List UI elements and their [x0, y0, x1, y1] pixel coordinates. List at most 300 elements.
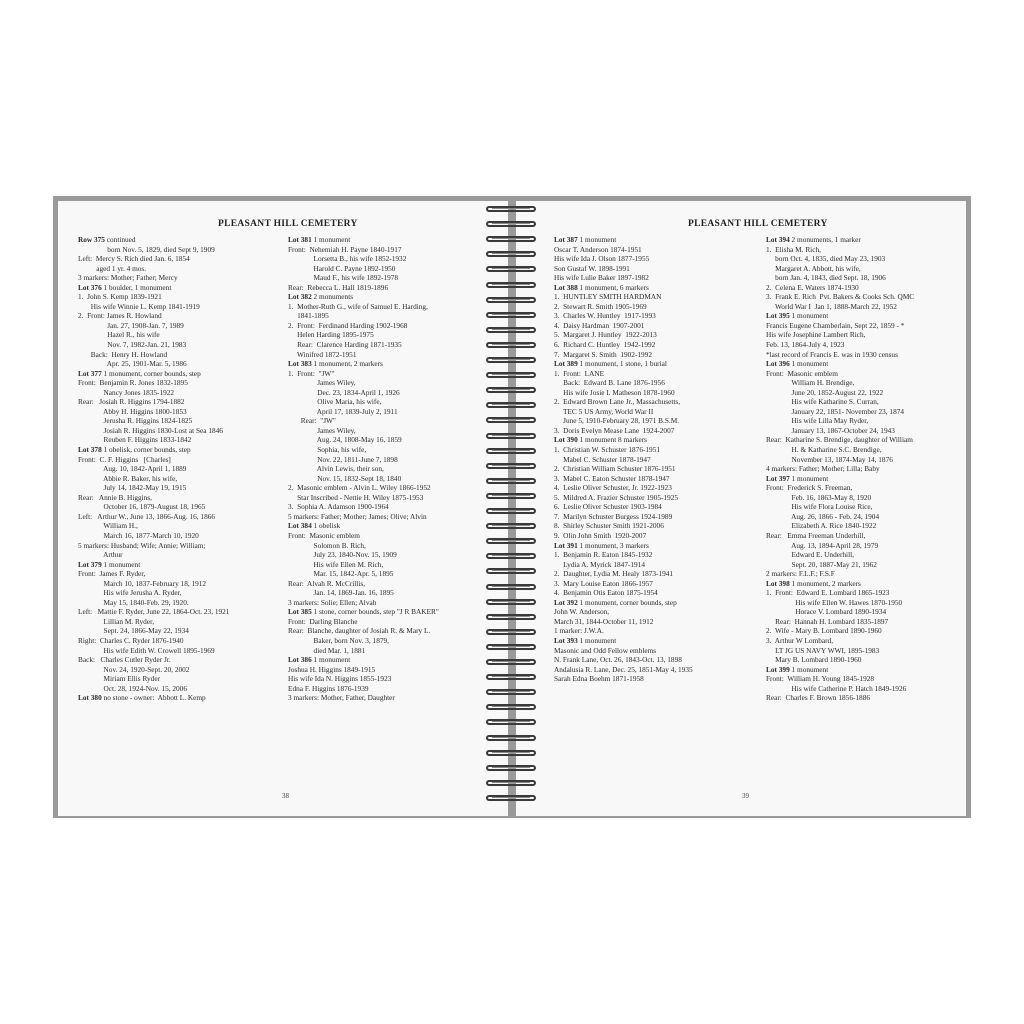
- entry-text: died Mar. 1, 1881: [288, 645, 366, 655]
- entry-text: 4. Benjamin Otis Eaton 1875-1954: [554, 588, 658, 598]
- spiral-coil: [482, 432, 540, 442]
- entry-text: 3. Sophia A. Adamson 1900-1964: [288, 502, 389, 512]
- entry-text: Nancy Jones 1835-1922: [78, 387, 175, 397]
- entry-line: [78, 245, 229, 255]
- spiral-coil: [482, 205, 540, 215]
- entry-text: Star Inscribed - Nettie H. Wiley 1875-1953: [288, 492, 424, 502]
- entry-line: [766, 245, 914, 255]
- page-title-left: PLEASANT HILL CEMETERY: [218, 219, 358, 229]
- lot-heading: [78, 445, 229, 455]
- spiral-coil: [482, 281, 540, 291]
- lot-heading: [766, 235, 914, 245]
- lot-number: Lot 388: [554, 282, 578, 292]
- entry-line: [766, 541, 914, 551]
- entry-line: [78, 435, 229, 445]
- entry-text: Back: Henry H. Howland: [78, 349, 168, 359]
- entry-line: [766, 636, 914, 646]
- lot-heading: [766, 311, 914, 321]
- lot-number: Lot 396: [766, 359, 790, 369]
- entry-text: His wife Katharine S. Curran,: [766, 397, 879, 407]
- entry-text: 1 monument 8 markers: [577, 435, 648, 445]
- entry-line: [78, 626, 229, 636]
- entry-text: 3. Mabel C. Eaton Schuster 1878-1947: [554, 473, 670, 483]
- spiral-coil: [482, 598, 540, 608]
- entry-text: March 10, 1837-February 18, 1912: [78, 578, 207, 588]
- spiral-coil: [482, 567, 540, 577]
- lot-heading: [288, 655, 439, 665]
- entry-text: Lorsetta B., his wife 1852-1932: [288, 254, 407, 264]
- entry-line: [554, 388, 693, 398]
- entry-text: Rear: Blanche, daughter of Josiah R. & Mary L.: [288, 626, 431, 636]
- entry-text: 6. Leslie Oliver Schuster 1903-1984: [554, 502, 662, 512]
- entry-line: [766, 655, 914, 665]
- entry-text: His wife Ellen W. Hawes 1870-1950: [766, 597, 903, 607]
- entry-text: 3. Arthur W Lombard,: [766, 635, 834, 645]
- entry-text: Masonic and Odd Fellow emblems: [554, 645, 657, 655]
- entry-line: [766, 254, 914, 264]
- spiral-binding: [482, 205, 540, 810]
- entry-line: [78, 455, 229, 465]
- entry-line: [78, 512, 229, 522]
- entry-text: 1 monument: [311, 235, 351, 244]
- entry-line: [78, 359, 229, 369]
- entry-text: 2. Front: James R. Howland: [78, 311, 162, 321]
- entry-text: Back: Charles Cutler Ryder Jr.: [78, 655, 171, 665]
- entry-text: His wife Josie I. Matheson 1878-1960: [554, 387, 675, 397]
- entry-text: Aug. 10, 1842-April 1, 1889: [78, 464, 187, 474]
- lot-number: Lot 392: [554, 597, 578, 607]
- entry-text: His wife Ellen M. Rich,: [288, 559, 384, 569]
- entry-text: 2. Wife - Mary B. Lombard 1890-1960: [766, 626, 882, 636]
- entry-line: [78, 579, 229, 589]
- lot-heading: [288, 235, 439, 245]
- entry-text: 7. Margaret S. Smith 1902-1992: [554, 349, 652, 359]
- entry-line: [288, 560, 439, 570]
- entry-line: [78, 292, 229, 302]
- entry-text: Joshua H. Higgins 1849-1915: [288, 664, 376, 674]
- entry-line: [766, 598, 914, 608]
- entry-text: H. & Katharine S.C. Brendige,: [766, 445, 882, 455]
- lot-number: Lot 381: [288, 235, 312, 244]
- entry-text: 2 monuments: [311, 292, 354, 302]
- entry-line: [288, 350, 439, 360]
- entry-text: July 23, 1840-Nov. 15, 1909: [288, 550, 397, 560]
- entry-text: LT JG US NAVY WWI, 1895-1983: [766, 645, 880, 655]
- lot-number: Lot 382: [288, 292, 312, 302]
- entry-text: 7. Marilyn Schuster Burgess 1924-1989: [554, 511, 673, 521]
- lot-number: Lot 387: [554, 235, 578, 244]
- entry-text: 1 monument: [789, 664, 829, 674]
- spiral-coil: [482, 749, 540, 759]
- spiral-coil: [482, 552, 540, 562]
- entry-text: June 20, 1852-August 22, 1922: [766, 387, 884, 397]
- entry-text: 2. Celena E. Waters 1874-1930: [766, 282, 859, 292]
- right-column-2: [766, 235, 914, 703]
- entry-line: [554, 330, 693, 340]
- entry-text: His wife Catherine P. Hatch 1849-1926: [766, 683, 907, 693]
- lot-heading: [288, 292, 439, 302]
- entry-line: [554, 378, 693, 388]
- entry-text: Edward E. Underhill,: [766, 550, 854, 560]
- entry-line: [78, 493, 229, 503]
- entry-text: 1 monument, corner bounds, step: [577, 597, 677, 607]
- entry-text: Jan. 14, 1869-Jan. 16, 1895: [288, 588, 394, 598]
- entry-line: [78, 636, 229, 646]
- entry-line: [78, 321, 229, 331]
- entry-line: [766, 502, 914, 512]
- entry-line: [288, 388, 439, 398]
- entry-text: Olive Maria, his wife,: [288, 397, 382, 407]
- entry-text: 1 obelisk: [311, 521, 341, 531]
- entry-line: [288, 455, 439, 465]
- entry-text: World War I Jan 1, 1888-March 22, 1952: [766, 301, 897, 311]
- entry-text: 2. Edward Brown Lane Jr., Massachusetts,: [554, 397, 681, 407]
- entry-line: [288, 617, 439, 627]
- entry-line: [766, 674, 914, 684]
- entry-line: [554, 426, 693, 436]
- entry-text: 3 markers: Mother, Father, Daughter: [288, 693, 395, 703]
- entry-line: [766, 455, 914, 465]
- entry-text: November 13, 1874-May 14, 1876: [766, 454, 893, 464]
- entry-text: Sept. 20, 1887-May 21, 1962: [766, 559, 877, 569]
- entry-line: [554, 646, 693, 656]
- entry-text: 1 monument: [789, 359, 829, 369]
- entry-text: 3. Frank E. Rich Pvt. Bakers & Cooks Sch. QMC: [766, 292, 915, 302]
- entry-text: 2 markers: F.L.F.; F.S.F: [766, 569, 835, 579]
- lot-number: Lot 397: [766, 473, 790, 483]
- entry-text: Nov. 24, 1920-Sept. 20, 2002: [78, 664, 190, 674]
- entry-line: [554, 655, 693, 665]
- entry-line: [766, 493, 914, 503]
- entry-text: 2. Masonic emblem - Alvin L. Wiley 1866-1952: [288, 483, 431, 493]
- entry-line: [78, 569, 229, 579]
- entry-text: Oct. 28, 1924-Nov. 15, 2006: [78, 683, 187, 693]
- entry-text: Rear: Rebecca L. Hall 1819-1896: [288, 282, 389, 292]
- right-page: [516, 201, 966, 816]
- entry-line: [288, 464, 439, 474]
- spiral-coil: [482, 507, 540, 517]
- entry-text: Front: Frederick S. Freeman,: [766, 483, 853, 493]
- entry-text: Front: James F. Ryder,: [78, 569, 146, 579]
- entry-line: [78, 330, 229, 340]
- spiral-coil: [482, 447, 540, 457]
- entry-text: Aug. 24, 1808-May 16, 1859: [288, 435, 402, 445]
- entry-text: Aug. 26, 1866 - Feb. 24, 1904: [766, 511, 880, 521]
- entry-line: [78, 617, 229, 627]
- spiral-coil: [482, 794, 540, 804]
- entry-text: *last record of Francis E. was in 1930 census: [766, 349, 898, 359]
- lot-heading: [288, 521, 439, 531]
- entry-line: [288, 445, 439, 455]
- entry-line: [554, 560, 693, 570]
- entry-text: His wife Ida N. Higgins 1855-1923: [288, 674, 392, 684]
- entry-line: [78, 521, 229, 531]
- entry-text: Right: Charles C. Ryder 1876-1940: [78, 635, 184, 645]
- lot-heading: [766, 359, 914, 369]
- entry-line: [78, 378, 229, 388]
- entry-line: [554, 350, 693, 360]
- lot-heading: [554, 283, 693, 293]
- entry-text: Dec. 23, 1834-April 1, 1926: [288, 387, 400, 397]
- entry-text: 1. HUNTLEY SMITH HARDMAN: [554, 292, 662, 302]
- entry-line: [78, 264, 229, 274]
- entry-line: [288, 579, 439, 589]
- entry-text: Rear: Clarence Harding 1871-1935: [288, 340, 402, 350]
- entry-text: Mar. 15, 1842-Apr. 5, 1895: [288, 569, 394, 579]
- entry-text: Josiah R. Higgins 1830-Lost at Sea 1846: [78, 425, 223, 435]
- spiral-coil: [482, 688, 540, 698]
- entry-text: 2. Daughter, Lydia M. Healy 1873-1941: [554, 569, 674, 579]
- entry-text: Winifred 1872-1951: [288, 349, 357, 359]
- entry-line: [766, 521, 914, 531]
- entry-text: 5 markers: Father; Mother; James; Olive; Alvin: [288, 511, 427, 521]
- entry-line: [554, 569, 693, 579]
- entry-line: [288, 254, 439, 264]
- entry-line: [78, 483, 229, 493]
- entry-line: [288, 502, 439, 512]
- entry-text: 1 monument, 3 markers: [577, 540, 649, 550]
- entry-line: [766, 626, 914, 636]
- entry-line: [554, 579, 693, 589]
- entry-text: 1 boulder, 1 monument: [101, 282, 172, 292]
- spiral-coil: [482, 537, 540, 547]
- entry-line: [554, 588, 693, 598]
- left-column-1: [78, 235, 229, 703]
- entry-text: Margaret A. Abbott, his wife,: [766, 263, 861, 273]
- entry-text: Hazel R., his wife: [78, 330, 160, 340]
- entry-text: 1 monument, 2 markers: [789, 578, 861, 588]
- entry-line: [288, 302, 439, 312]
- spiral-coil: [482, 296, 540, 306]
- entry-text: born Jan. 4, 1843, died Sept. 18, 1906: [766, 273, 886, 283]
- entry-text: 3 markers: Solie; Ellen; Alvah: [288, 597, 377, 607]
- entry-line: [554, 474, 693, 484]
- entry-line: [766, 273, 914, 283]
- entry-line: [78, 684, 229, 694]
- entry-line: [766, 693, 914, 703]
- entry-line: [288, 626, 439, 636]
- entry-line: [554, 321, 693, 331]
- entry-text: January 13, 1867-October 24, 1943: [766, 425, 895, 435]
- entry-text: Sophia, his wife,: [288, 445, 367, 455]
- entry-text: William H. Brendige,: [766, 378, 855, 388]
- entry-line: [766, 426, 914, 436]
- entry-line: [554, 302, 693, 312]
- entry-line: [554, 273, 693, 283]
- entry-text: 6. Richard C. Huntley 1942-1992: [554, 340, 656, 350]
- lot-number: Lot 389: [554, 359, 578, 369]
- entry-text: January 22, 1851- November 23, 1874: [766, 406, 905, 416]
- entry-line: [78, 388, 229, 398]
- entry-line: [78, 665, 229, 675]
- entry-line: [288, 693, 439, 703]
- left-page: [58, 201, 508, 816]
- entry-line: [766, 684, 914, 694]
- entry-line: [288, 321, 439, 331]
- entry-line: [288, 588, 439, 598]
- lot-heading: [288, 359, 439, 369]
- entry-text: Mary B. Lombard 1890-1960: [766, 655, 862, 665]
- entry-text: Apr. 25, 1901-Mar. 5, 1986: [78, 359, 187, 369]
- spiral-coil: [482, 779, 540, 789]
- entry-text: Front: Masonic emblem: [766, 368, 838, 378]
- entry-text: 1 stone, corner bounds, step "J R BAKER": [311, 607, 439, 617]
- entry-text: 5. Margaret J. Huntley 1922-2013: [554, 330, 657, 340]
- entry-text: Horace V. Lombard 1890-1934: [766, 607, 887, 617]
- entry-text: His wife Edith W. Crowell 1895-1969: [78, 645, 215, 655]
- entry-line: [78, 273, 229, 283]
- entry-line: [766, 397, 914, 407]
- entry-text: July 14, 1842-May 19, 1915: [78, 483, 187, 493]
- lot-heading: [554, 435, 693, 445]
- entry-line: [554, 264, 693, 274]
- entry-text: 1 monument, 2 markers: [311, 359, 383, 369]
- entry-text: Sept. 24, 1866-May 22, 1934: [78, 626, 189, 636]
- entry-text: March 31, 1844-October 11, 1912: [554, 616, 654, 626]
- entry-text: Baker, born Nov. 3, 1879,: [288, 635, 389, 645]
- entry-line: [554, 483, 693, 493]
- entry-line: [554, 254, 693, 264]
- lot-number: Lot 384: [288, 521, 312, 531]
- entry-text: Front: Nehemiah H. Payne 1840-1917: [288, 244, 402, 254]
- entry-line: [766, 531, 914, 541]
- entry-line: [78, 407, 229, 417]
- spiral-coil: [482, 718, 540, 728]
- entry-line: [766, 283, 914, 293]
- entry-line: [288, 426, 439, 436]
- lot-number: Row 375: [78, 235, 105, 244]
- entry-text: 1 monument, 6 markers: [577, 282, 649, 292]
- entry-text: Mabel C. Schuster 1878-1947: [554, 454, 651, 464]
- entry-line: [766, 512, 914, 522]
- entry-line: [766, 646, 914, 656]
- entry-text: 1 monument: [789, 473, 829, 483]
- lot-number: Lot 394: [766, 235, 790, 244]
- entry-text: William H.,: [78, 521, 138, 531]
- entry-text: Elizabeth A. Rice 1840-1922: [766, 521, 877, 531]
- entry-text: 2. Stewart R. Smith 1905-1969: [554, 301, 647, 311]
- entry-text: 1 monument, corner bounds, step: [101, 368, 201, 378]
- entry-line: [78, 674, 229, 684]
- entry-text: Arthur: [78, 550, 123, 560]
- entry-text: 3 markers: Mother; Father; Mercy: [78, 273, 178, 283]
- entry-line: [288, 378, 439, 388]
- entry-text: 1. Benjamin R. Eaton 1845-1932: [554, 550, 653, 560]
- entry-line: [554, 493, 693, 503]
- entry-line: [78, 541, 229, 551]
- entry-text: October 16, 1879-August 18, 1965: [78, 502, 206, 512]
- entry-text: Rear: Charles F. Brown 1856-1886: [766, 693, 870, 703]
- spiral-coil: [482, 492, 540, 502]
- spiral-coil: [482, 235, 540, 245]
- entry-text: 1 monument: [311, 655, 351, 665]
- entry-text: June 5, 1910-February 28, 1971 B.S.M.: [554, 416, 680, 426]
- spiral-coil: [482, 371, 540, 381]
- entry-line: [78, 464, 229, 474]
- spiral-coil: [482, 265, 540, 275]
- entry-text: 1. Christian W. Schuster 1876-1951: [554, 445, 661, 455]
- entry-text: Solomon B. Rich,: [288, 540, 366, 550]
- spiral-coil: [482, 764, 540, 774]
- lot-number: Lot 385: [288, 607, 312, 617]
- page-number-left: 38: [282, 792, 289, 800]
- entry-text: 4 markers: Father; Mother; Lilla; Baby: [766, 464, 880, 474]
- lot-number: Lot 390: [554, 435, 578, 445]
- entry-line: [78, 474, 229, 484]
- entry-text: 1841-1895: [288, 311, 329, 321]
- entry-line: [288, 264, 439, 274]
- lot-heading: [766, 474, 914, 484]
- entry-line: [288, 283, 439, 293]
- entry-line: [554, 626, 693, 636]
- entry-text: 1. Front: LANE: [554, 368, 605, 378]
- entry-line: [78, 598, 229, 608]
- spiral-coil: [482, 703, 540, 713]
- entry-line: [288, 665, 439, 675]
- entry-line: [766, 340, 914, 350]
- entry-line: [288, 397, 439, 407]
- lot-heading: [554, 359, 693, 369]
- entry-text: Andalusia R. Lane, Dec. 25, 1851-May 4, 1935: [554, 664, 693, 674]
- entry-text: Jan. 27, 1908-Jan. 7, 1989: [78, 320, 184, 330]
- entry-line: [554, 292, 693, 302]
- entry-line: [78, 311, 229, 321]
- entry-text: 3. Doris Evelyn Mease Lane 1924-2007: [554, 425, 675, 435]
- entry-line: [288, 674, 439, 684]
- entry-text: Lydia A. Myrick 1847-1914: [554, 559, 646, 569]
- entry-line: [78, 502, 229, 512]
- entry-text: Feb. 13, 1864-July 4, 1923: [766, 340, 845, 350]
- right-column-1: [554, 235, 693, 684]
- entry-text: James Wiley,: [288, 378, 356, 388]
- spiral-coil: [482, 522, 540, 532]
- entry-line: [766, 407, 914, 417]
- entry-text: Francis Eugene Chamberlain, Sept 22, 1859 - *: [766, 320, 905, 330]
- entry-line: [554, 674, 693, 684]
- spiral-coil: [482, 628, 540, 638]
- entry-line: [78, 254, 229, 264]
- entry-line: [554, 311, 693, 321]
- entry-text: Abby H. Higgins 1800-1853: [78, 406, 187, 416]
- lot-number: Lot 398: [766, 578, 790, 588]
- entry-text: Alvin Lewis, their son,: [288, 464, 384, 474]
- entry-text: Abbie R. Baker, his wife,: [78, 473, 178, 483]
- entry-text: Rear: Emma Freeman Underhill,: [766, 530, 866, 540]
- spiral-coil: [482, 658, 540, 668]
- entry-text: Front: William H. Young 1845-1928: [766, 674, 875, 684]
- entry-line: [288, 311, 439, 321]
- spiral-coil: [482, 401, 540, 411]
- entry-text: Harold C. Payne 1892-1950: [288, 263, 396, 273]
- entry-line: [288, 512, 439, 522]
- lot-heading: [554, 235, 693, 245]
- spiral-coil: [482, 673, 540, 683]
- entry-line: [288, 416, 439, 426]
- entry-text: Front: Masonic emblem: [288, 530, 360, 540]
- entry-text: 4. Daisy Hardman 1907-2001: [554, 320, 645, 330]
- entry-text: aged 1 yr. 4 mos.: [78, 263, 147, 273]
- entry-text: His wife Jerusha A. Ryder,: [78, 588, 182, 598]
- entry-text: Nov. 15, 1832-Sept 18, 1840: [288, 473, 402, 483]
- entry-line: [766, 264, 914, 274]
- entry-line: [766, 435, 914, 445]
- entry-text: Oscar T. Anderson 1874-1951: [554, 244, 642, 254]
- entry-line: [554, 550, 693, 560]
- entry-line: [288, 407, 439, 417]
- entry-line: [766, 369, 914, 379]
- lot-number: Lot 386: [288, 655, 312, 665]
- entry-line: [288, 273, 439, 283]
